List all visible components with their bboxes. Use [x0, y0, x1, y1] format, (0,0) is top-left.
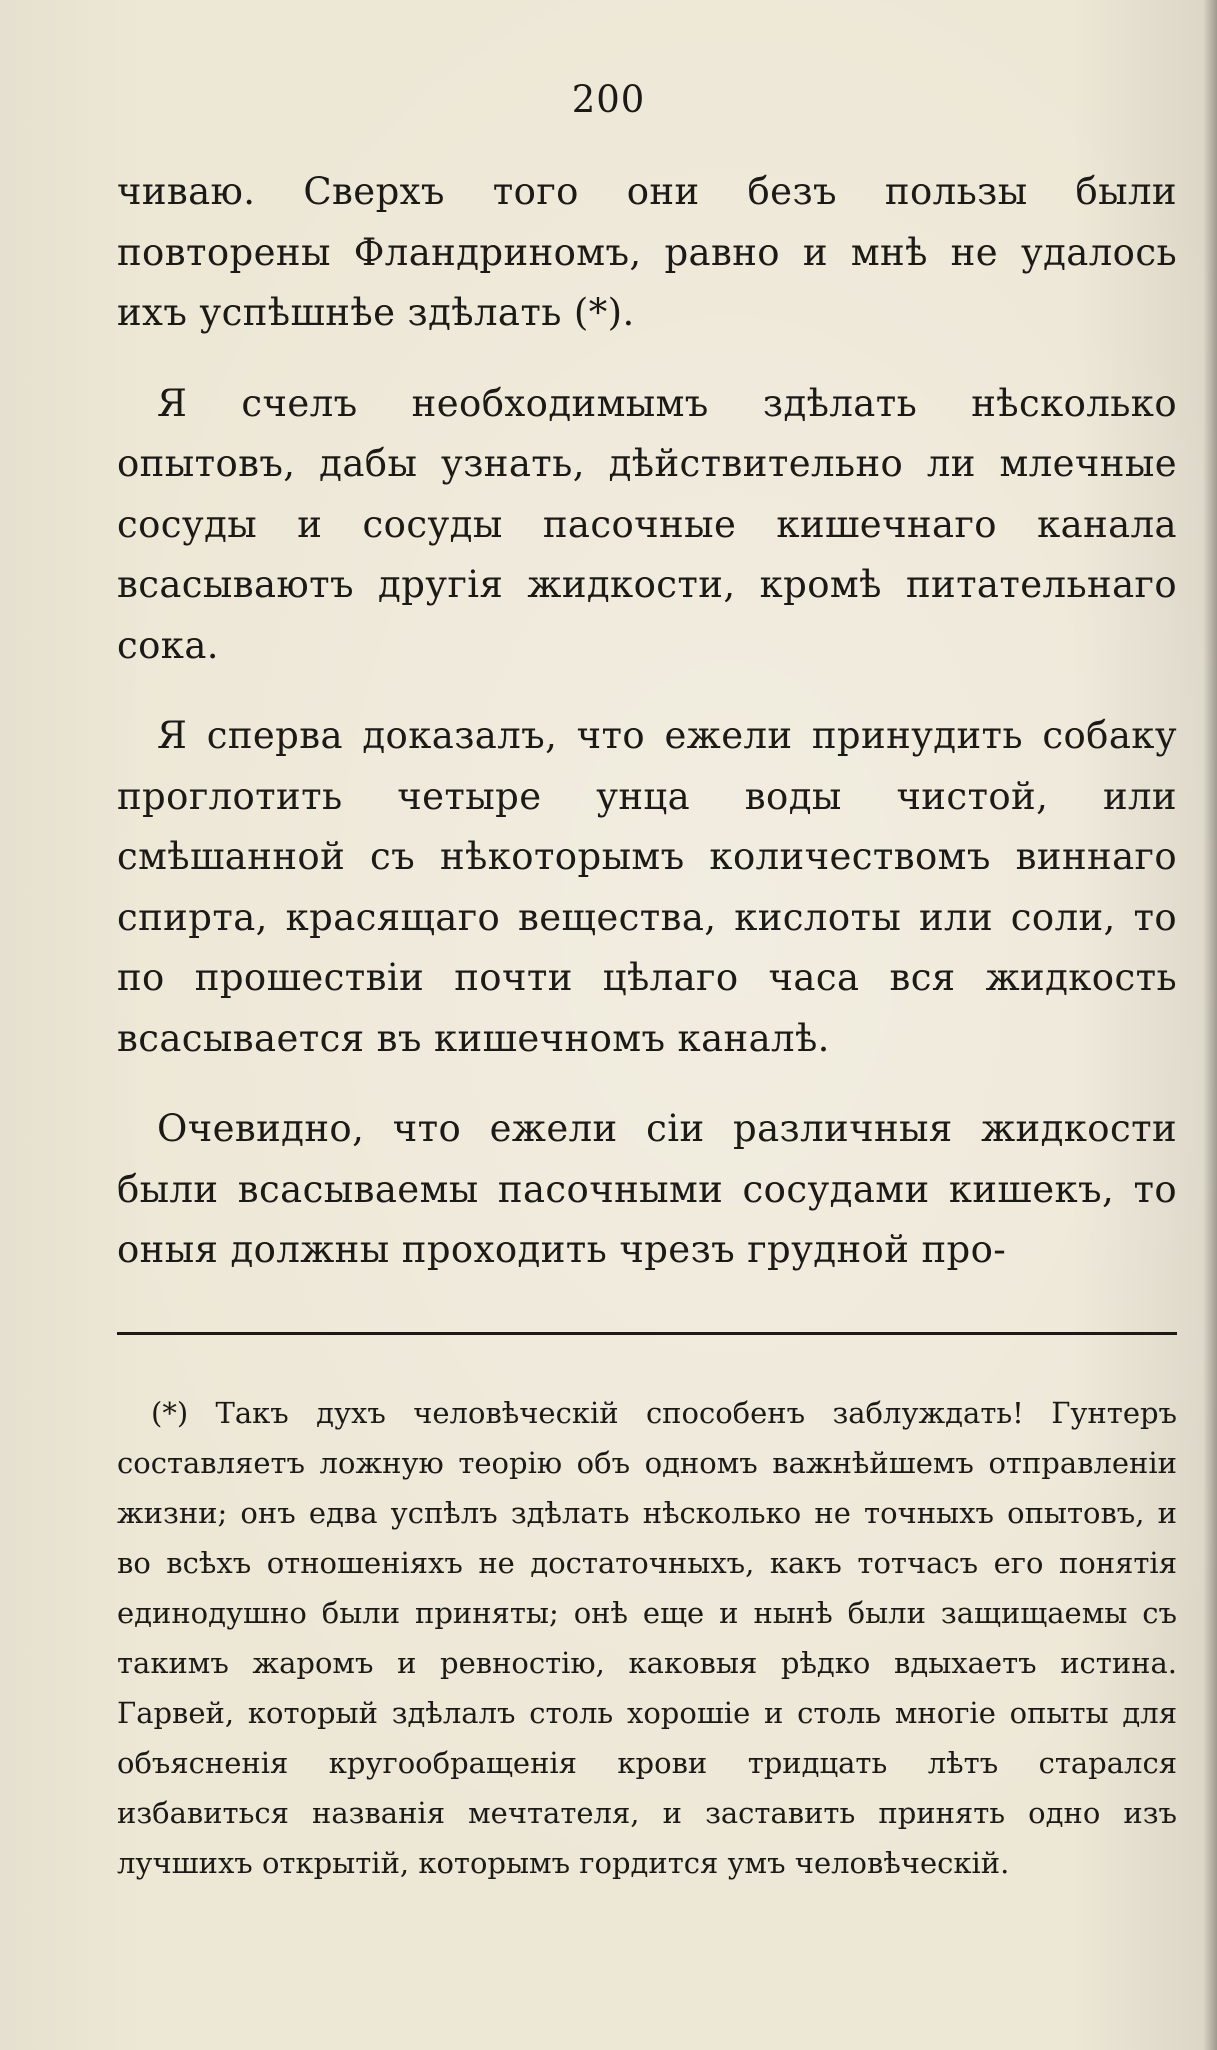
page-number: 200	[571, 78, 646, 121]
footnote-marker: (*)	[151, 1396, 189, 1430]
paragraph-dog-experiment: Я сперва доказалъ, что ежели принудить собаку проглотить четыре унца воды чистой, или смѣшанной съ нѣкоторымъ количествомъ виннаго спирта, красящаго вещества, кислоты или соли, то по прошествіи почти цѣлаго часа вся жидкость всасывается въ кишечномъ каналѣ.	[117, 714, 1177, 1060]
main-text	[117, 162, 1177, 1281]
paragraph-experiments: Я счелъ необходимымъ здѣлать нѣсколько опытовъ, дабы узнать, дѣйствительно ли млечные сосуды и сосуды пасочные кишечнаго канала всасываютъ другія жидкости, кромѣ питательнаго сока.	[117, 381, 1177, 667]
paragraph-lymph-vessels: Очевидно, что ежели сіи различныя жидкости были всасываемы пасочными сосудами кишекъ, то оныя должны проходить чрезъ грудной про-	[117, 1107, 1177, 1271]
footnote-divider	[117, 1332, 1177, 1335]
page-edge-shadow	[1203, 0, 1217, 2050]
footnote-text: Такъ духъ человѣческій способенъ заблуждать! Гунтеръ составляетъ ложную теорію объ одномъ важнѣйшемъ отправленіи жизни; онъ едва успѣлъ здѣлать нѣсколько не точныхъ опытовъ, и во всѣхъ отношеніяхъ не достаточныхъ, какъ тотчасъ его понятія единодушно были приняты; онѣ еще и нынѣ были защищаемы съ такимъ жаромъ и ревностію, каковыя рѣдко вдыхаетъ истина. Гарвей, который здѣлалъ столь хорошіе и столь многіе опыты для объясненія кругообращенія крови тридцать лѣтъ старался избавиться названія мечтателя, и заставить принять одно изъ лучшихъ открытій, которымъ гордится умъ человѣческій.	[117, 1396, 1178, 1880]
paragraph-continuation: чиваю. Сверхъ того они безъ пользы были повторены Фландриномъ, равно и мнѣ не удалось ихъ успѣшнѣе здѣлать (*).	[117, 170, 1177, 334]
footnote	[117, 1388, 1177, 1888]
